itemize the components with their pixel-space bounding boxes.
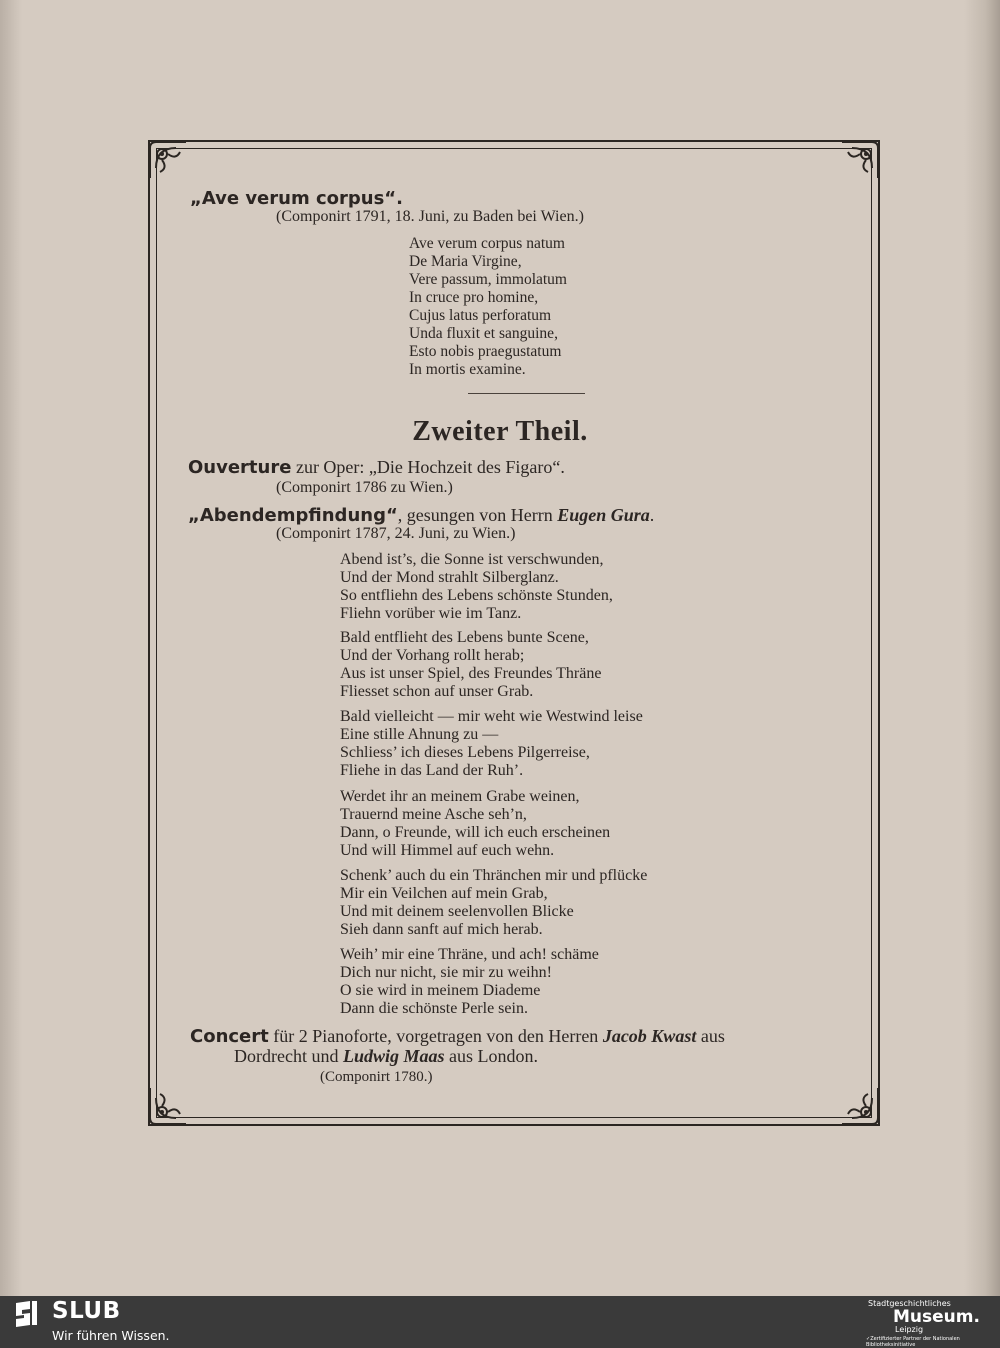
performer-name: Ludwig Maas [342,1046,445,1066]
poem-line: Aus ist unser Spiel, des Freundes Thräne [340,665,602,682]
slub-brand[interactable]: SLUB [52,1298,121,1324]
poem-line: Bald vielleicht — mir weht wie Westwind leise [340,708,643,725]
poem-line: Sieh dann sanft auf mich herab. [340,921,543,938]
concert-label: Concert [190,1026,269,1047]
poem-line: Dich nur nicht, sie mir zu weihn! [340,964,552,981]
poem-line: Bald entflieht des Lebens bunte Scene, [340,629,589,646]
ave-line: In cruce pro homine, [409,289,539,306]
concert-note: (Componirt 1780.) [320,1069,433,1085]
page-edge-left [0,0,22,1296]
concert-text: aus [696,1026,725,1046]
poem-line: Und will Himmel auf euch wehn. [340,842,555,859]
slub-logo-icon[interactable] [12,1299,40,1329]
ouverture-note: (Componirt 1786 zu Wien.) [276,479,453,496]
poem-line: Und mit deinem seelenvollen Blicke [340,903,574,920]
ave-line: Cujus latus perforatum [409,307,552,324]
poem-stanza [340,946,599,1018]
poem-line: So entfliehn des Lebens schönste Stunden, [340,587,613,604]
poem-line: Fliehe in das Land der Ruh’. [340,762,524,779]
abendempfindung-label: „Abendempfindung“ [188,505,398,526]
ave-verum-title: „Ave verum corpus“. [190,188,403,209]
poem-line: Werdet ihr an meinem Grabe weinen, [340,788,580,805]
ave-line: Esto nobis praegustatum [409,343,562,360]
museum-partner-note: ✓Zertifizierter Partner der Nationalen Bibliotheksinitiative [866,1336,960,1348]
poem-line: Dann die schönste Perle sein. [340,1000,528,1017]
performer-name: Jacob Kwast [602,1026,697,1046]
concert-text: Dordrecht und [234,1046,343,1066]
poem-stanza [340,551,613,623]
poem-stanza [340,629,601,701]
ave-line: Ave verum corpus natum [409,235,565,252]
poem-stanza [340,788,610,860]
ave-line: De Maria Virgine, [409,253,522,270]
page-edge-right [964,0,1000,1296]
abendempfindung-text: , gesungen von Herrn [397,505,558,525]
corner-ornament-bottom-right [838,1084,882,1128]
corner-ornament-top-left [146,138,190,182]
poem-line: Trauernd meine Asche seh’n, [340,806,527,823]
poem-line: Fliesset schon auf unser Grab. [340,683,534,700]
section-heading: Zweiter Theil. [412,416,588,447]
poem-line: Fliehn vorüber wie im Tanz. [340,605,522,622]
poem-line: O sie wird in meinem Diademe [340,982,541,999]
ave-line: In mortis examine. [409,361,526,378]
museum-logo[interactable]: Museum. [893,1307,980,1327]
poem-stanza [340,708,643,780]
poem-line: Und der Mond strahlt Silberglanz. [340,569,559,586]
abendempfindung-note: (Componirt 1787, 24. Juni, zu Wien.) [276,525,516,542]
corner-ornament-bottom-left [146,1084,190,1128]
poem-line: Dann, o Freunde, will ich euch erscheinen [340,824,611,841]
ouverture-line [188,457,565,478]
corner-ornament-top-right [838,138,882,182]
concert-line [190,1026,725,1047]
poem-stanza [340,867,647,939]
abendempfindung-end: . [649,505,655,525]
poem-line: Und der Vorhang rollt herab; [340,647,525,664]
poem-line: Eine stille Ahnung zu — [340,726,499,743]
singer-name: Eugen Gura [557,505,650,525]
poem-line: Weih’ mir eine Thräne, und ach! schäme [340,946,599,963]
section-divider [468,393,585,394]
ave-line: Unda fluxit et sanguine, [409,325,558,342]
concert-text: für 2 Pianoforte, vorgetragen von den Herren [268,1026,603,1046]
ave-line: Vere passum, immolatum [409,271,567,288]
concert-line-2 [234,1046,538,1067]
poem-line: Mir ein Veilchen auf mein Grab, [340,885,548,902]
museum-city: Leipzig [895,1325,924,1334]
slub-tagline: Wir führen Wissen. [52,1328,170,1343]
ave-verum-note: (Componirt 1791, 18. Juni, zu Baden bei Wien.) [276,208,584,225]
concert-text: aus London. [444,1046,538,1066]
ouverture-label: Ouverture [188,457,292,478]
ave-verum-text [409,235,567,379]
poem-line: Schenk’ auch du ein Thränchen mir und pflücke [340,867,648,884]
ouverture-text: zur Oper: „Die Hochzeit des Figaro“. [291,457,565,477]
museum-label-small: Stadtgeschichtliches [868,1299,951,1308]
abendempfindung-line [188,505,654,526]
poem-line: Abend ist’s, die Sonne ist verschwunden, [340,551,604,568]
poem-line: Schliess’ ich dieses Lebens Pilgerreise, [340,744,590,761]
